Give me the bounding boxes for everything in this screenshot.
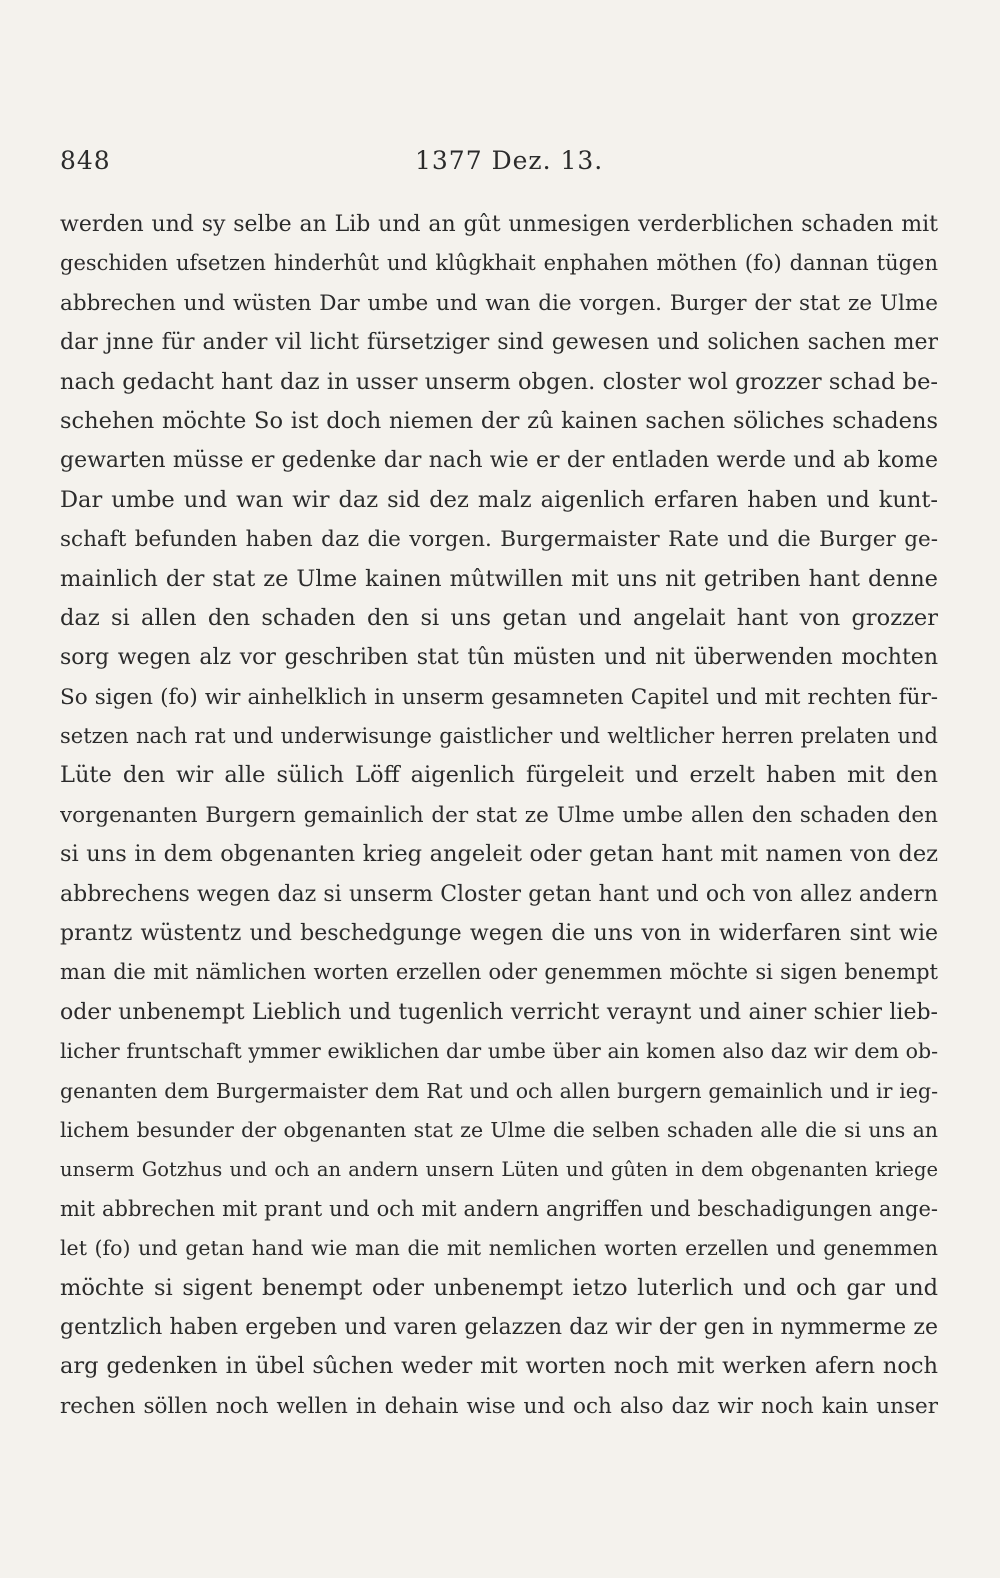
text-line: nach gedacht hant daz in usser unserm obgen. closter wol grozzer schad be- <box>60 368 938 395</box>
text-line: werden und sy selbe an Lib und an gût unmesigen verderblichen schaden mit <box>60 212 938 237</box>
text-line: man die mit nämlichen worten erzellen oder genemmen möchte si sigen benempt <box>60 960 938 985</box>
text-line: schaft befunden haben daz die vorgen. Burgermaister Rate und die Burger ge- <box>60 527 938 553</box>
text-line: Lüte den wir alle sülich Löff aigenlich fürgeleit und erzelt haben mit den <box>60 762 938 789</box>
text-line: gewarten müsse er gedenke dar nach wie er der entladen werde und ab kome <box>60 448 938 474</box>
running-head <box>60 146 938 180</box>
body-text <box>60 205 938 1426</box>
text-line: mainlich der stat ze Ulme kainen mûtwillen mit uns nit getriben hant denne <box>60 565 938 592</box>
text-line: Dar umbe und wan wir daz sid dez malz aigenlich erfaren haben und kunt- <box>60 486 938 513</box>
text-line: abbrechens wegen daz si unserm Closter getan hant und och von allez andern <box>60 881 938 907</box>
text-line: si uns in dem obgenanten krieg angeleit oder getan hant mit namen von dez <box>60 841 938 868</box>
text-line: oder unbenempt Lieblich und tugenlich verricht veraynt und ainer schier lieb- <box>60 999 938 1025</box>
text-line: licher fruntschaft ymmer ewiklichen dar umbe über ain komen also daz wir dem ob- <box>60 1039 938 1064</box>
text-line: prantz wüstentz und beschedgunge wegen die uns von in widerfaren sint wie <box>60 921 938 947</box>
text-line: schehen möchte So ist doch niemen der zû kainen sachen söliches schadens <box>60 407 938 434</box>
text-line: setzen nach rat und underwisunge gaistlicher und weltlicher herren prelaten und <box>60 724 938 749</box>
text-line: mit abbrechen mit prant und och mit andern angriffen und beschadigungen ange- <box>60 1196 938 1221</box>
text-line: gentzlich haben ergeben und varen gelazzen daz wir der gen in nymmerme ze <box>60 1314 938 1340</box>
text-line: unserm Gotzhus und och an andern unsern Lüten und gûten in dem obgenanten kriege <box>60 1158 938 1182</box>
page-number: 848 <box>60 146 111 175</box>
text-line: vorgenanten Burgern gemainlich der stat ze Ulme umbe allen den schaden den <box>60 802 938 828</box>
text-line: lichem besunder der obgenanten stat ze Ulme die selben schaden alle die si uns an <box>60 1117 938 1142</box>
text-line: sorg wegen alz vor geschriben stat tûn müsten und nit überwenden mochten <box>60 645 938 671</box>
text-line: let (fo) und getan hand wie man die mit nemlichen worten erzellen und genemmen <box>60 1236 938 1261</box>
date-heading: 1377 Dez. 13. <box>415 146 604 175</box>
text-line: daz si allen den schaden den si uns getan und angelait hant von grozzer <box>60 604 938 631</box>
text-line: arg gedenken in übel sûchen weder mit worten noch mit werken afern noch <box>60 1353 938 1380</box>
text-line: rechen söllen noch wellen in dehain wise und och also daz wir noch kain unser <box>60 1393 938 1419</box>
text-line: So sigen (fo) wir ainhelklich in unserm gesamneten Capitel und mit rechten für- <box>60 684 938 710</box>
text-line: abbrechen und wüsten Dar umbe und wan die vorgen. Burger der stat ze Ulme <box>60 290 938 316</box>
text-line: geschiden ufsetzen hinderhût und klûgkhait enphahen möthen (fo) dannan tügen <box>60 251 938 276</box>
text-line: dar jnne für ander vil licht fürsetziger sind gewesen und solichen sachen mer <box>60 330 938 356</box>
text-line: möchte si sigent benempt oder unbenempt ietzo luterlich und och gar und <box>60 1274 938 1301</box>
text-line: genanten dem Burgermaister dem Rat und och allen burgern gemainlich und ir ieg- <box>60 1078 938 1103</box>
